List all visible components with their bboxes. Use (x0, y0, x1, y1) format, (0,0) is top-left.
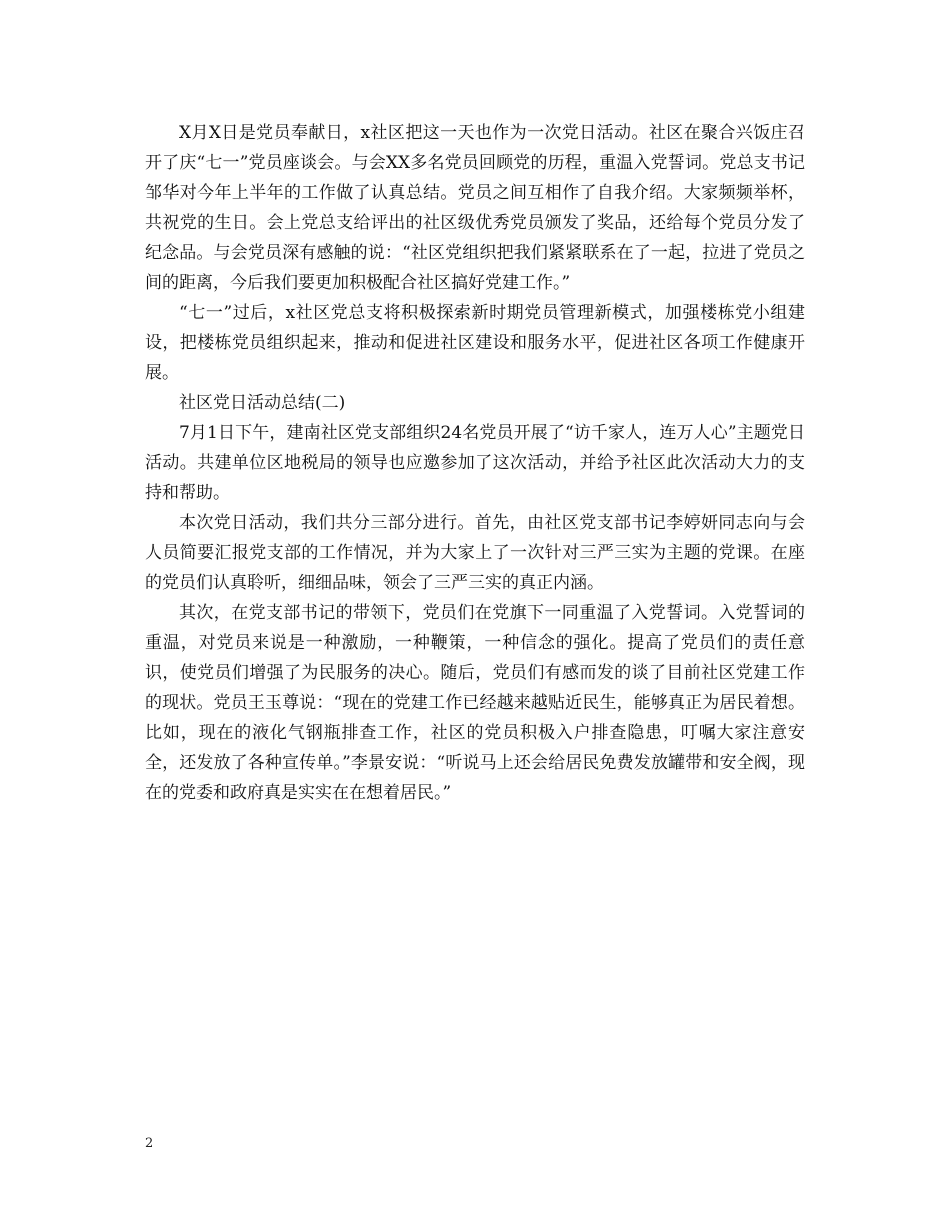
paragraph-after-july-first: “七一”过后，x社区党总支将积极探索新时期党员管理新模式，加强楼栋党小组建设，把楼栋党员组织起来，推动和促进社区建设和服务水平，促进社区各项工作健康开展。 (145, 303, 805, 383)
paragraph-three-parts: 本次党日活动，我们共分三部分进行。首先，由社区党支部书记李婷妍同志向与会人员简要汇报党支部的工作情况，并为大家上了一次针对三严三实为主题的党课。在座的党员们认真聆听，细细品味，领会了三严三实的真正内涵。 (145, 513, 805, 593)
section-heading-summary-two: 社区党日活动总结(二) (179, 393, 346, 413)
paragraph-oath-review: 其次，在党支部书记的带领下，党员们在党旗下一同重温了入党誓词。入党誓词的重温，对党员来说是一种激励，一种鞭策，一种信念的强化。提高了党员们的责任意识，使党员们增强了为民服务的决心。随后，党员们有感而发的谈了目前社区党建工作的现状。党员王玉尊说：“现在的党建工作已经越来越贴近民生，能够真正为居民着想。比如，现在的液化气钢瓶排查工作，社区的党员积极入户排查隐患，叮嘱大家注意安全，还发放了各种宣传单。”李景安说：“听说马上还会给居民免费发放罐带和安全阀，现在的党委和政府真是实实在在想着居民。” (145, 603, 805, 803)
document-body (145, 118, 805, 808)
paragraph-party-dedication-day: X月X日是党员奉献日，x社区把这一天也作为一次党日活动。社区在聚合兴饭庄召开了庆“七一”党员座谈会。与会XX多名党员回顾党的历程，重温入党誓词。党总支书记邹华对今年上半年的工作做了认真总结。党员之间互相作了自我介绍。大家频频举杯，共祝党的生日。会上党总支给评出的社区级优秀党员颁发了奖品，还给每个党员分发了纪念品。与会党员深有感触的说：“社区党组织把我们紧紧联系在了一起，拉进了党员之间的距离，今后我们要更加积极配合社区搞好党建工作。” (145, 123, 805, 293)
paragraph-july-first-activity: 7月1日下午，建南社区党支部组织24名党员开展了“访千家人，连万人心”主题党日活动。共建单位区地税局的领导也应邀参加了这次活动，并给予社区此次活动大力的支持和帮助。 (145, 423, 805, 503)
page-number: 2 (145, 1136, 154, 1151)
